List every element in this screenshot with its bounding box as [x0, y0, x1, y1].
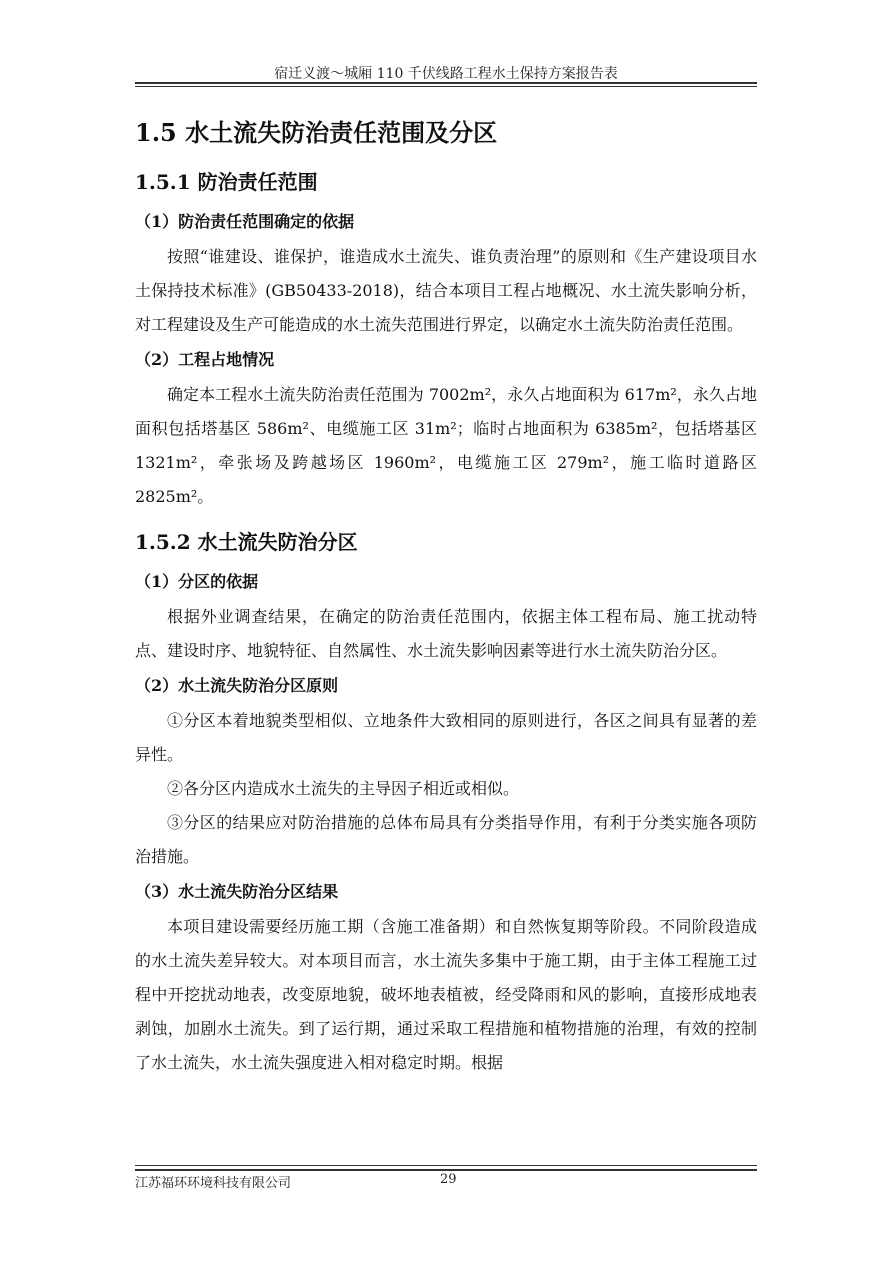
- paragraph: ①分区本着地貌类型相似、立地条件大致相同的原则进行，各区之间具有显著的差异性。: [135, 711, 757, 764]
- item-heading-land-occupation: （2）工程占地情况: [135, 350, 275, 369]
- footer-rule: [135, 1169, 757, 1171]
- paragraph: 根据外业调查结果，在确定的防治责任范围内，依据主体工程布局、施工扰动特点、建设时序、地貌特征、自然属性、水土流失影响因素等进行水土流失防治分区。: [135, 607, 757, 660]
- footer-company: 江苏福环环境科技有限公司: [135, 1176, 292, 1191]
- item-heading-basis: （1）防治责任范围确定的依据: [135, 212, 355, 231]
- item-heading-zoning-principles: （2）水土流失防治分区原则: [135, 676, 339, 695]
- paragraph: 按照“谁建设、谁保护，谁造成水土流失、谁负责治理”的原则和《生产建设项目水土保持技术标准》(GB50433-2018)，结合本项目工程占地概况、水土流失影响分析，对工程建设及生产可能造成的水土流失范围进行界定，以确定水土流失防治责任范围。: [135, 247, 757, 334]
- paragraph: ②各分区内造成水土流失的主导因子相近或相似。: [167, 779, 520, 798]
- header-rule-thin: [135, 86, 757, 87]
- page-header: 宿迁义渡～城厢 110 千伏线路工程水土保持方案报告表: [274, 66, 618, 82]
- subsection-heading-zoning: 1.5.2 水土流失防治分区: [135, 530, 358, 554]
- header-rule: [135, 82, 757, 84]
- paragraph: ③分区的结果应对防治措施的总体布局具有分类指导作用，有利于分类实施各项防治措施。: [135, 813, 757, 866]
- paragraph: 本项目建设需要经历施工期（含施工准备期）和自然恢复期等阶段。不同阶段造成的水土流失差异较大。对本项目而言，水土流失多集中于施工期，由于主体工程施工过程中开挖扰动地表，改变原地貌，破坏地表植被，经受降雨和风的影响，直接形成地表剥蚀，加剧水土流失。到了运行期，通过采取工程措施和植物措施的治理，有效的控制了水土流失，水土流失强度进入相对稳定时期。根据: [135, 917, 757, 1072]
- subsection-heading-responsibility: 1.5.1 防治责任范围: [135, 170, 318, 194]
- item-heading-zoning-results: （3）水土流失防治分区结果: [135, 882, 339, 901]
- page-number: 29: [440, 1172, 457, 1187]
- section-heading: 1.5 水土流失防治责任范围及分区: [135, 118, 498, 147]
- document-body: [135, 112, 757, 1080]
- footer-rule-thin: [135, 1165, 757, 1166]
- paragraph: 确定本工程水土流失防治责任范围为 7002m²，永久占地面积为 617m²，永久占地面积包括塔基区 586m²、电缆施工区 31m²；临时占地面积为 6385m²，包括塔基区 1321m²，牵张场及跨越场区 1960m²，电缆施工区 279m²，施工临时道路区 2825m²。: [135, 385, 757, 506]
- item-heading-zoning-basis: （1）分区的依据: [135, 572, 259, 591]
